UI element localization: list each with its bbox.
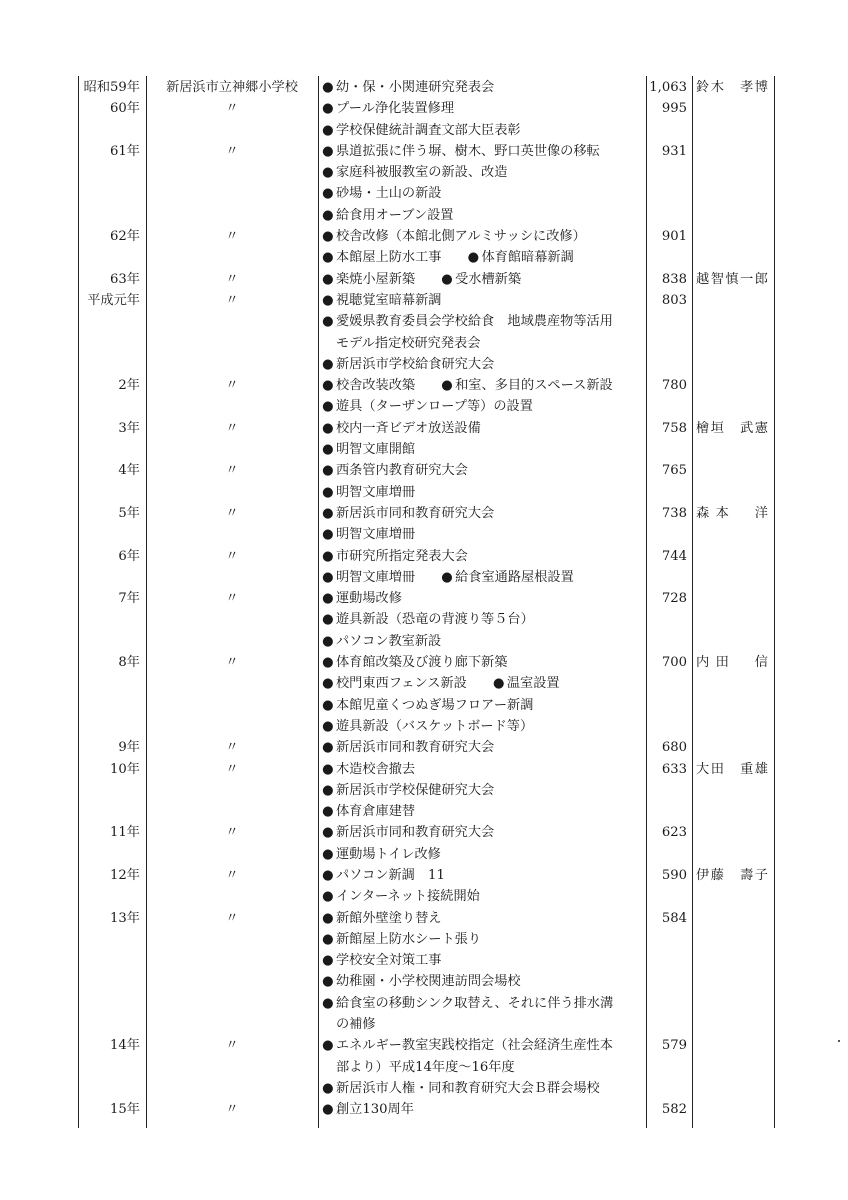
principal-cell: 伊藤 壽子 [696, 867, 768, 883]
enrollment-cell: 780 [661, 378, 687, 394]
events-cell [322, 801, 642, 822]
events-cell [322, 780, 642, 801]
events-cell [322, 77, 642, 98]
events-cell [322, 929, 642, 950]
year-cell: 9年 [118, 740, 140, 756]
events-cell [322, 673, 642, 694]
event-item: 学校安全対策工事 [336, 953, 442, 969]
event-item: 新館外壁塗り替え [336, 910, 442, 926]
events-cell [322, 759, 642, 780]
table-row [0, 269, 848, 290]
events-cell [322, 588, 642, 609]
events-cell [322, 162, 642, 183]
event-item: 新居浜市人権・同和教育研究大会Ｂ群会場校 [336, 1080, 600, 1096]
event-item: 新居浜市同和教育研究大会 [336, 740, 495, 756]
bullet-icon: ● [441, 378, 453, 394]
principal-cell: 大田 重雄 [696, 761, 768, 777]
event-item: 校舎改装改築 [336, 378, 416, 394]
year-cell: 6年 [118, 548, 140, 564]
event-item: 愛媛県教育委員会学校給食 地域農産物等活用 [336, 314, 613, 330]
events-cell [322, 460, 642, 481]
principal-cell: 内田 信 [696, 655, 768, 671]
table-row [0, 759, 848, 780]
event-item: 校舎改修（本館北側アルミサッシに改修） [336, 229, 586, 245]
year-cell: 62年 [110, 229, 140, 245]
event-item: 明智文庫増冊 [336, 569, 416, 585]
events-cell [322, 908, 642, 929]
events-cell [322, 844, 642, 865]
enrollment-cell: 584 [661, 910, 687, 926]
event-continuation: 部より）平成14年度～16年度 [336, 1059, 515, 1075]
events-cell [322, 695, 642, 716]
event-item: 遊具新設（バスケットボード等） [336, 718, 534, 734]
events-cell [322, 396, 642, 417]
events-cell [322, 247, 642, 268]
table-row [0, 546, 848, 567]
events-cell [322, 120, 642, 141]
table-row [0, 290, 848, 311]
events-cell [322, 439, 642, 460]
table-row [0, 460, 848, 481]
event-item: 新居浜市学校給食研究大会 [336, 356, 495, 372]
event-item: 体育館改築及び渡り廊下新築 [336, 655, 508, 671]
table-row [0, 950, 848, 971]
year-cell: 8年 [118, 655, 140, 671]
event-item: 体育倉庫建替 [336, 804, 416, 820]
events-cell [322, 716, 642, 737]
year-cell: 昭和59年 [83, 80, 140, 95]
bullet-icon: ● [322, 676, 334, 692]
events-cell [322, 950, 642, 971]
history-table [0, 77, 848, 1121]
table-row [0, 183, 848, 204]
year-cell: 13年 [110, 910, 140, 926]
bullet-icon: ● [322, 143, 334, 159]
event-item: 和室、多目的スペース新設 [455, 378, 613, 394]
event-item: 遊具（ターザンロープ等）の設置 [336, 399, 533, 415]
school-cell: 〃 [225, 101, 239, 117]
event-item: 幼・保・小関連研究発表会 [336, 80, 495, 95]
school-cell: 〃 [225, 505, 239, 521]
bullet-icon: ● [322, 633, 334, 649]
principal-cell: 越智慎一郎 [696, 271, 768, 287]
bullet-icon: ● [322, 889, 334, 905]
school-cell: 〃 [225, 420, 239, 436]
year-cell: 5年 [118, 505, 140, 521]
table-row [0, 375, 848, 396]
event-item: 砂場・土山の新設 [336, 186, 442, 202]
events-cell [322, 1099, 642, 1120]
table-row [0, 737, 848, 758]
event-item: 新居浜市同和教育研究大会 [336, 505, 495, 521]
event-item: 新居浜市学校保健研究大会 [336, 782, 495, 798]
school-cell: 〃 [225, 825, 239, 841]
enrollment-cell: 623 [661, 825, 687, 841]
events-cell [322, 482, 642, 503]
table-row [0, 822, 848, 843]
enrollment-cell: 738 [661, 505, 687, 521]
bullet-icon: ● [322, 356, 334, 372]
events-cell [322, 311, 642, 332]
event-item: 木造校舎撤去 [336, 761, 416, 777]
table-row [0, 247, 848, 268]
bullet-icon: ● [322, 207, 334, 223]
table-row [0, 801, 848, 822]
events-cell [322, 652, 642, 673]
table-row [0, 120, 848, 141]
events-cell [322, 418, 642, 439]
events-cell [322, 503, 642, 524]
event-item: 創立130周年 [336, 1102, 414, 1118]
bullet-icon: ● [322, 548, 334, 564]
school-cell: 〃 [225, 1102, 239, 1118]
table-row [0, 886, 848, 907]
year-cell: 11年 [110, 825, 140, 841]
bullet-icon: ● [322, 740, 334, 756]
year-cell: 3年 [118, 420, 140, 436]
events-cell [322, 205, 642, 226]
bullet-icon: ● [322, 569, 334, 585]
events-cell [322, 141, 642, 162]
year-cell: 60年 [110, 101, 140, 117]
bullet-icon: ● [322, 846, 334, 862]
event-item: 学校保健統計調査文部大臣表彰 [336, 122, 521, 138]
enrollment-cell: 633 [661, 761, 687, 777]
bullet-icon: ● [322, 761, 334, 777]
bullet-icon: ● [322, 442, 334, 458]
event-item: 校内一斉ビデオ放送設備 [336, 420, 481, 436]
bullet-icon: ● [322, 101, 334, 117]
bullet-icon: ● [322, 718, 334, 734]
table-row [0, 311, 848, 332]
school-cell: 〃 [225, 1038, 239, 1054]
bullet-icon: ● [322, 995, 334, 1011]
events-cell [322, 609, 642, 630]
events-cell [322, 269, 642, 290]
school-cell: 〃 [225, 910, 239, 926]
event-item: 西条管内教育研究大会 [336, 463, 468, 479]
bullet-icon: ● [322, 591, 334, 607]
event-item: 市研究所指定発表大会 [336, 548, 468, 564]
event-item: 校門東西フェンス新設 [336, 676, 467, 692]
enrollment-cell: 590 [661, 867, 687, 883]
bullet-icon: ● [322, 80, 334, 95]
events-cell [322, 886, 642, 907]
bullet-icon: ● [322, 782, 334, 798]
events-cell [322, 183, 642, 204]
event-item: プール浄化装置修理 [336, 101, 455, 117]
bullet-icon: ● [322, 292, 334, 308]
table-row [0, 141, 848, 162]
enrollment-cell: 744 [661, 548, 687, 564]
bullet-icon: ● [322, 186, 334, 202]
table-row [0, 162, 848, 183]
bullet-icon: ● [322, 953, 334, 969]
principal-cell: 鈴木 孝博 [696, 80, 768, 95]
table-row [0, 567, 848, 588]
bullet-icon: ● [322, 420, 334, 436]
table-row [0, 1078, 848, 1099]
table-row [0, 396, 848, 417]
school-cell: 〃 [225, 271, 239, 287]
principal-cell: 森本 洋 [696, 505, 768, 521]
table-row [0, 908, 848, 929]
table-row [0, 482, 848, 503]
event-item: 遊具新設（恐竜の背渡り等５台） [336, 612, 534, 628]
year-cell: 61年 [110, 143, 140, 159]
event-item: インターネット接続開始 [336, 889, 480, 905]
bullet-icon: ● [322, 484, 334, 500]
table-row [0, 77, 848, 98]
events-cell [322, 1078, 642, 1099]
event-item: 視聴覚室暗幕新調 [336, 292, 442, 308]
principal-cell: 檜垣 武憲 [696, 420, 768, 436]
events-cell [322, 631, 642, 652]
events-cell [322, 375, 642, 396]
event-item: 本館屋上防水工事 [336, 250, 442, 266]
bullet-icon: ● [322, 527, 334, 543]
events-cell [322, 1014, 642, 1035]
table-row [0, 1057, 848, 1078]
events-cell [322, 865, 642, 886]
event-continuation: の補修 [336, 1017, 376, 1033]
enrollment-cell: 931 [661, 143, 687, 159]
events-cell [322, 333, 642, 354]
bullet-icon: ● [322, 1080, 334, 1096]
year-cell: 4年 [118, 463, 140, 479]
events-cell [322, 1057, 642, 1078]
year-cell: 平成元年 [87, 292, 140, 308]
bullet-icon: ● [492, 676, 505, 692]
event-continuation: モデル指定校研究発表会 [336, 335, 481, 351]
enrollment-cell: 700 [661, 655, 687, 671]
enrollment-cell: 1,063 [649, 80, 687, 95]
events-cell [322, 567, 642, 588]
event-item: 幼稚園・小学校関連訪問会場校 [336, 974, 521, 990]
event-item: 体育館暗幕新調 [481, 250, 574, 266]
year-cell: 15年 [110, 1102, 140, 1118]
event-item: パソコン新調 11 [336, 867, 445, 883]
events-cell [322, 524, 642, 545]
bullet-icon: ● [467, 250, 480, 266]
school-cell: 〃 [225, 292, 239, 308]
enrollment-cell: 758 [661, 420, 687, 436]
enrollment-cell: 803 [661, 292, 687, 308]
table-row [0, 1099, 848, 1120]
event-item: 受水槽新築 [455, 271, 522, 287]
table-row [0, 673, 848, 694]
bullet-icon: ● [322, 655, 334, 671]
event-item: 県道拡張に伴う塀、樹木、野口英世像の移転 [336, 143, 600, 159]
events-cell [322, 290, 642, 311]
year-cell: 2年 [118, 378, 140, 394]
enrollment-cell: 728 [661, 591, 687, 607]
year-cell: 63年 [110, 271, 140, 287]
enrollment-cell: 995 [661, 101, 687, 117]
event-item: 給食室通路屋根設置 [455, 569, 574, 585]
table-row [0, 439, 848, 460]
bullet-icon: ● [322, 931, 334, 947]
table-row [0, 695, 848, 716]
bullet-icon: ● [322, 974, 334, 990]
event-item: 運動場トイレ改修 [336, 846, 441, 862]
bullet-icon: ● [322, 229, 334, 245]
enrollment-cell: 582 [661, 1102, 687, 1118]
school-cell: 〃 [225, 655, 239, 671]
bullet-icon: ● [322, 250, 334, 266]
table-row [0, 1014, 848, 1035]
table-row [0, 780, 848, 801]
bullet-icon: ● [322, 505, 334, 521]
event-item: 運動場改修 [336, 591, 402, 607]
event-item: 楽焼小屋新築 [336, 271, 416, 287]
events-cell [322, 971, 642, 992]
table-row [0, 716, 848, 737]
school-cell: 〃 [225, 867, 239, 883]
enrollment-cell: 838 [661, 271, 687, 287]
event-item: 明智文庫増冊 [336, 527, 416, 543]
table-row [0, 333, 848, 354]
enrollment-cell: 765 [661, 463, 687, 479]
table-row [0, 205, 848, 226]
bullet-icon: ● [322, 314, 334, 330]
bullet-icon: ● [322, 378, 334, 394]
event-item: 給食用オーブン設置 [336, 207, 454, 223]
school-cell: 〃 [225, 378, 239, 394]
event-item: パソコン教室新設 [336, 633, 442, 649]
year-cell: 14年 [110, 1038, 140, 1054]
table-row [0, 631, 848, 652]
school-cell: 〃 [225, 740, 239, 756]
school-cell: 〃 [225, 463, 239, 479]
event-item: 新居浜市同和教育研究大会 [336, 825, 495, 841]
bullet-icon: ● [322, 165, 334, 181]
enrollment-cell: 680 [661, 740, 687, 756]
scan-speck [838, 1040, 840, 1042]
school-cell: 〃 [225, 591, 239, 607]
event-item: 本館児童くつぬぎ場フロアー新調 [336, 697, 534, 713]
table-row [0, 418, 848, 439]
bullet-icon: ● [322, 867, 334, 883]
bullet-icon: ● [322, 804, 334, 820]
event-item: 新館屋上防水シート張り [336, 931, 482, 947]
table-row [0, 226, 848, 247]
events-cell [322, 822, 642, 843]
table-row [0, 865, 848, 886]
bullet-icon: ● [322, 1102, 334, 1118]
table-row [0, 844, 848, 865]
table-row [0, 354, 848, 375]
events-cell [322, 1035, 642, 1056]
table-row [0, 524, 848, 545]
school-cell: 〃 [225, 548, 239, 564]
year-cell: 7年 [118, 591, 140, 607]
bullet-icon: ● [441, 569, 453, 585]
year-cell: 12年 [110, 867, 140, 883]
events-cell [322, 546, 642, 567]
school-cell: 新居浜市立神郷小学校 [166, 80, 298, 95]
bullet-icon: ● [322, 271, 334, 287]
school-cell: 〃 [225, 761, 239, 777]
bullet-icon: ● [322, 399, 334, 415]
table-row [0, 588, 848, 609]
table-row [0, 971, 848, 992]
year-cell: 10年 [110, 761, 140, 777]
bullet-icon: ● [322, 910, 334, 926]
enrollment-cell: 579 [661, 1038, 687, 1054]
table-row [0, 993, 848, 1014]
bullet-icon: ● [322, 825, 334, 841]
table-row [0, 652, 848, 673]
table-row [0, 503, 848, 524]
bullet-icon: ● [441, 271, 453, 287]
events-cell [322, 354, 642, 375]
table-row [0, 609, 848, 630]
event-item: 家庭科被服教室の新設、改造 [336, 165, 508, 181]
event-item: 明智文庫増冊 [336, 484, 416, 500]
table-row [0, 1035, 848, 1056]
table-row [0, 98, 848, 119]
bullet-icon: ● [322, 122, 334, 138]
bullet-icon: ● [322, 612, 334, 628]
bullet-icon: ● [322, 463, 334, 479]
event-item: 明智文庫開館 [336, 442, 416, 458]
table-row [0, 929, 848, 950]
events-cell [322, 737, 642, 758]
event-item: 給食室の移動シンク取替え、それに伴う排水溝 [336, 995, 614, 1011]
events-cell [322, 993, 642, 1014]
events-cell [322, 98, 642, 119]
enrollment-cell: 901 [661, 229, 687, 245]
school-cell: 〃 [225, 143, 239, 159]
event-item: 温室設置 [506, 676, 560, 692]
events-cell [322, 226, 642, 247]
school-cell: 〃 [225, 229, 239, 245]
bullet-icon: ● [322, 1038, 334, 1054]
bullet-icon: ● [322, 697, 334, 713]
event-item: エネルギー教室実践校指定（社会経済生産性本 [336, 1038, 613, 1054]
